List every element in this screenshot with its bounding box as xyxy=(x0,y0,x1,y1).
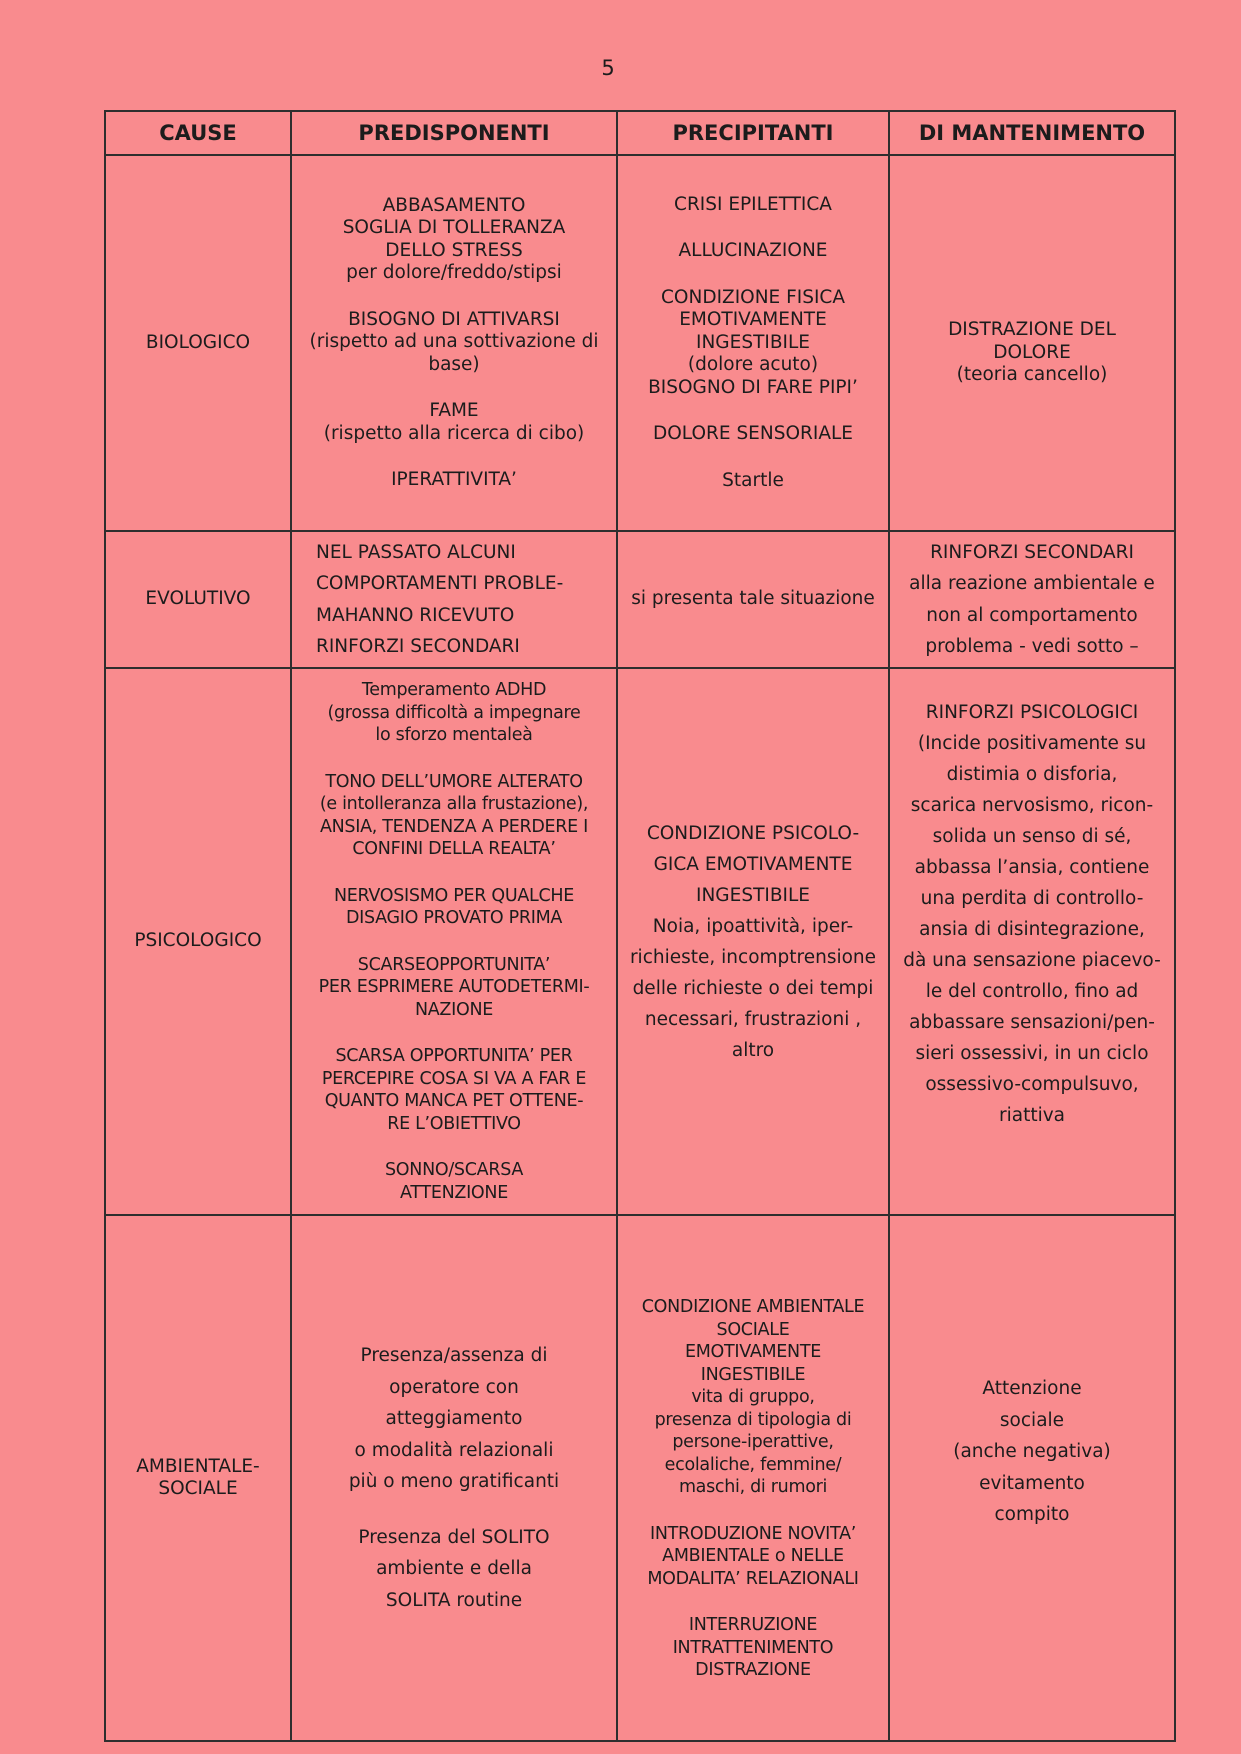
cell-text-line: INGESTIBILE xyxy=(696,331,810,353)
cell-text-line: DOLORE SENSORIALE xyxy=(653,423,853,445)
cell-text-line: Attenzione xyxy=(982,1378,1082,1400)
cell-text-line: EMOTIVAMENTE xyxy=(679,309,827,331)
cell-text-line: Presenza del SOLITO xyxy=(358,1526,550,1548)
header-mantenimento: DI MANTENIMENTO xyxy=(889,111,1175,155)
cell-text-line: DOLORE xyxy=(993,341,1071,363)
cell-text-line: operatore con xyxy=(389,1376,519,1398)
cell-text-line: non al comportamento xyxy=(926,604,1138,626)
paragraph-gap xyxy=(622,399,884,423)
paragraph-gap xyxy=(622,446,884,470)
cell-text-line: NERVOSISMO PER QUALCHE xyxy=(333,885,575,906)
cell-text-line: sieri ossessivi, in un ciclo xyxy=(915,1042,1149,1064)
cell-text-line: GICA EMOTIVAMENTE xyxy=(653,853,853,875)
cell-text-line: scarica nervosismo, ricon- xyxy=(910,794,1154,816)
cell-text-line: le del controllo, fino ad xyxy=(925,980,1139,1002)
header-predisponenti: PREDISPONENTI xyxy=(291,111,617,155)
cell-precipitanti xyxy=(617,531,889,668)
cell-text-line: si presenta tale situazione xyxy=(631,588,875,610)
cell-text-line: RINFORZI SECONDARI xyxy=(930,541,1134,563)
paragraph-gap xyxy=(622,216,884,240)
cell-precipitanti xyxy=(617,155,889,531)
cell-text-line: evitamento xyxy=(979,1472,1085,1494)
cell-text-line: una perdita di controllo- xyxy=(920,887,1144,909)
cell-text-line: richieste, incomptrensione xyxy=(629,946,877,968)
paragraph-gap xyxy=(296,1021,612,1045)
cell-text-line: maschi, di rumori xyxy=(678,1477,828,1498)
cell-text-line: QUANTO MANCA PET OTTENE- xyxy=(324,1091,584,1111)
table-row-evolutivo xyxy=(105,531,1175,668)
table-row-psicologico xyxy=(105,668,1175,1215)
cell-text-line: Presenza/assenza di xyxy=(360,1345,548,1366)
row-label-biologico xyxy=(105,155,291,531)
paragraph-gap xyxy=(622,1590,884,1614)
row-label-text: AMBIENTALE- xyxy=(136,1455,260,1477)
paragraph-gap xyxy=(296,747,612,771)
cell-text-line: RE L’OBIETTIVO xyxy=(387,1113,521,1134)
cell-text-line: SCARSEOPPORTUNITA’ xyxy=(357,954,551,975)
cell-mantenimento xyxy=(889,155,1175,531)
cell-text-line: (anche negativa) xyxy=(953,1441,1111,1463)
row-label-psicologico xyxy=(105,668,291,1215)
cell-precipitanti xyxy=(617,1215,889,1741)
cell-text-line: PER ESPRIMERE AUTODETERMI- xyxy=(318,977,590,997)
cell-text-line: FAME xyxy=(429,400,479,421)
cell-text-line: SONNO/SCARSA xyxy=(385,1160,523,1180)
cell-text-line: NEL PASSATO ALCUNI xyxy=(316,541,516,563)
table-row-biologico xyxy=(105,155,1175,531)
cell-text-line: EMOTIVAMENTE xyxy=(685,1342,821,1363)
cell-text-line: CONDIZIONE FISICA xyxy=(661,286,845,308)
paragraph-gap xyxy=(296,1135,612,1159)
cell-text-line: SOGLIA DI TOLLERANZA xyxy=(342,217,566,238)
table-header-row xyxy=(105,111,1175,155)
cell-text-line: INGESTIBILE xyxy=(696,884,810,906)
cell-text-line: COMPORTAMENTI PROBLE- xyxy=(316,573,564,594)
header-cause: CAUSE xyxy=(105,111,291,155)
cell-text-line: persone-iperattive, xyxy=(672,1432,834,1453)
cell-text-line: (Incide positivamente su xyxy=(917,732,1147,754)
cell-text-line: più o meno gratificanti xyxy=(348,1471,560,1492)
cell-text-line: o modalità relazionali xyxy=(354,1439,554,1461)
cell-text-line: per dolore/freddo/stipsi xyxy=(346,262,562,283)
cell-text-line: compito xyxy=(994,1504,1070,1526)
cell-text-line: MODALITA’ RELAZIONALI xyxy=(647,1568,859,1589)
cell-text-line: CONDIZIONE PSICOLO- xyxy=(646,822,860,844)
cell-text-line: SCARSA OPPORTUNITA’ PER xyxy=(335,1046,573,1066)
paragraph-gap xyxy=(296,930,612,954)
cell-text-line: ALLUCINAZIONE xyxy=(678,240,828,262)
cell-text-line: NAZIONE xyxy=(414,999,494,1020)
cell-text-line: IPERATTIVITA’ xyxy=(391,469,517,490)
cell-text-line: (rispetto ad una sottivazione di xyxy=(309,331,599,352)
cell-text-line: ATTENZIONE xyxy=(400,1182,508,1203)
cell-mantenimento xyxy=(889,531,1175,668)
cell-mantenimento xyxy=(889,668,1175,1215)
cell-text-line: ambiente e della xyxy=(376,1558,532,1579)
cell-predisponenti xyxy=(291,668,617,1215)
cell-text-line: ANSIA, TENDENZA A PERDERE I xyxy=(319,816,589,837)
cell-text-line: (grossa difficoltà a impegnare xyxy=(327,702,581,723)
paragraph-gap xyxy=(296,376,612,400)
cell-predisponenti xyxy=(291,531,617,668)
row-label-text: PSICOLOGICO xyxy=(134,930,262,952)
cell-text-line: INTRODUZIONE NOVITA’ xyxy=(649,1523,857,1544)
cell-text-line: SOLITA routine xyxy=(385,1589,523,1611)
paragraph-gap xyxy=(296,445,612,469)
cell-text-line: solida un senso di sé, xyxy=(932,825,1132,847)
cell-text-line: riattiva xyxy=(998,1104,1065,1126)
cell-text-line: abbassare sensazioni/pen- xyxy=(909,1011,1155,1033)
cell-text-line: CONFINI DELLA REALTA’ xyxy=(352,839,556,859)
cell-text-line: altro xyxy=(731,1039,775,1061)
cell-text-line: ossessivo-compulsuvo, xyxy=(925,1073,1139,1095)
paragraph-gap xyxy=(296,285,612,309)
cell-text-line: ansia di disintegrazione, xyxy=(919,918,1145,940)
cell-predisponenti xyxy=(291,1215,617,1741)
cell-text-line: CONDIZIONE AMBIENTALE xyxy=(641,1297,865,1318)
row-label-ambientale-sociale xyxy=(105,1215,291,1741)
cell-text-line: alla reazione ambientale e xyxy=(909,573,1155,594)
cell-text-line: TONO DELL’UMORE ALTERATO xyxy=(325,771,583,792)
row-label-evolutivo xyxy=(105,531,291,668)
cell-text-line: atteggiamento xyxy=(385,1408,523,1429)
cell-text-line: BISOGNO DI ATTIVARSI xyxy=(348,308,560,330)
cell-text-line: PERCEPIRE COSA SI VA A FAR E xyxy=(321,1068,587,1089)
cell-text-line: AMBIENTALE o NELLE xyxy=(662,1546,844,1567)
cell-predisponenti xyxy=(291,155,617,531)
cell-text-line: Noia, ipoattività, iper- xyxy=(652,915,854,937)
cell-text-line: RINFORZI SECONDARI xyxy=(316,636,520,657)
cell-text-line: (rispetto alla ricerca di cibo) xyxy=(323,422,585,444)
cell-text-line: INTERRUZIONE xyxy=(688,1615,818,1636)
cell-text-line: DELLO STRESS xyxy=(385,239,523,261)
cell-text-line: base) xyxy=(428,353,480,375)
paragraph-gap xyxy=(296,861,612,885)
cell-text-line: dà una sensazione piacevo- xyxy=(903,949,1161,971)
cell-text-line: INTRATTENIMENTO xyxy=(672,1637,834,1658)
cell-text-line: problema - vedi sotto – xyxy=(925,636,1139,657)
cell-text-line: (e intolleranza alla frustazione), xyxy=(319,794,589,814)
cell-text-line: ecolaliche, femmine/ xyxy=(664,1454,842,1475)
cell-text-line: abbassa l’ansia, contiene xyxy=(914,856,1150,878)
table-row-ambientale-sociale xyxy=(105,1215,1175,1741)
cell-text-line: delle richieste o dei tempi xyxy=(632,977,874,999)
cell-text-line: distimia o disforia, xyxy=(946,763,1118,785)
row-label-text: EVOLUTIVO xyxy=(145,588,251,610)
cell-text-line: CRISI EPILETTICA xyxy=(674,193,832,215)
cell-text-line: Startle xyxy=(722,469,784,491)
paragraph-gap xyxy=(622,263,884,287)
cell-text-line: SOCIALE xyxy=(716,1319,790,1340)
cell-text-line: lo sforzo mentaleà xyxy=(375,725,533,745)
cell-text-line: DISTRAZIONE DEL xyxy=(948,319,1116,341)
cell-text-line: ABBASAMENTO xyxy=(382,194,526,216)
cell-text-line: (teoria cancello) xyxy=(956,364,1108,386)
cell-text-line: DISAGIO PROVATO PRIMA xyxy=(345,908,563,928)
cell-text-line: DISTRAZIONE xyxy=(695,1660,811,1681)
header-precipitanti: PRECIPITANTI xyxy=(617,111,889,155)
cell-text-line: presenza di tipologia di xyxy=(654,1409,852,1430)
cell-text-line: BISOGNO DI FARE PIPI’ xyxy=(648,376,858,398)
row-label-text: BIOLOGICO xyxy=(145,331,251,353)
cell-text-line: necessari, frustrazioni , xyxy=(644,1008,862,1030)
cell-text-line: MAHANNO RICEVUTO xyxy=(316,604,515,626)
cell-text-line: Temperamento ADHD xyxy=(361,680,547,700)
paragraph-gap xyxy=(296,1498,612,1522)
cell-text-line: (dolore acuto) xyxy=(687,354,819,376)
cell-mantenimento xyxy=(889,1215,1175,1741)
paragraph-gap xyxy=(622,1499,884,1523)
cell-text-line: sociale xyxy=(999,1409,1065,1431)
row-label-text: SOCIALE xyxy=(158,1478,238,1499)
cell-text-line: INGESTIBILE xyxy=(700,1364,806,1385)
cell-precipitanti xyxy=(617,668,889,1215)
page-number: 5 xyxy=(601,56,615,80)
cell-text-line: vita di gruppo, xyxy=(691,1387,815,1408)
causes-table xyxy=(104,110,1176,1742)
cell-text-line: RINFORZI PSICOLOGICI xyxy=(925,701,1139,723)
